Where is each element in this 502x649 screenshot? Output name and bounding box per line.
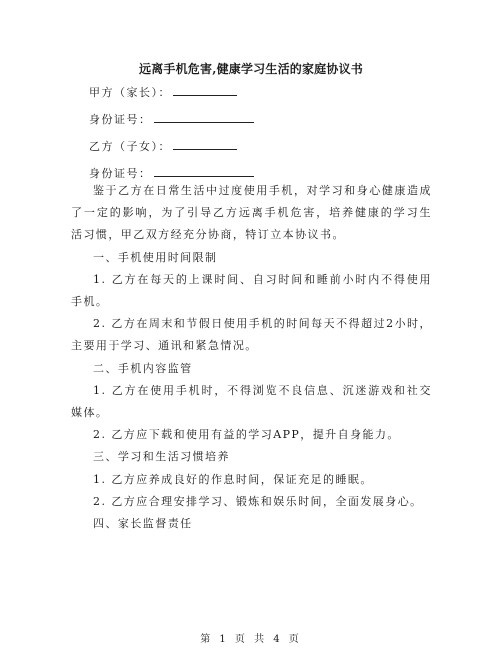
preamble-paragraph: 鉴于乙方在日常生活中过度使用手机，对学习和身心健康造成了一定的影响，为了引导乙方远离手机危害，培养健康的学习生活习惯，甲乙双方经充分协商，特订立本协议书。 (71, 184, 432, 242)
section-heading: 三、学习和生活习惯培养 (93, 450, 230, 464)
party-b-id-blank (154, 165, 254, 177)
section-heading: 二、手机内容监管 (93, 361, 193, 375)
section-heading: 一、手机使用时间限制 (93, 250, 218, 264)
party-b-field (89, 138, 254, 165)
document-title: 远离手机危害,健康学习生活的家庭协议书 (139, 62, 363, 76)
party-a-id-blank (154, 111, 254, 123)
section-heading: 四、家长监督责任 (93, 517, 193, 531)
party-b-blank (173, 138, 237, 150)
party-a-id-field (89, 111, 254, 138)
agreement-body (71, 180, 432, 535)
party-a-field (89, 84, 254, 111)
clause-paragraph: 2. 乙方在周末和节假日使用手机的时间每天不得超过2小时，主要用于学习、通讯和紧急情况。 (71, 317, 432, 353)
page-footer: 第 1 页 共 4 页 (200, 634, 302, 645)
clause-paragraph: 1. 乙方在每天的上课时间、自习时间和睡前小时内不得使用手机。 (71, 272, 432, 309)
party-fields (89, 84, 254, 192)
clause-paragraph: 2. 乙方应下载和使用有益的学习APP，提升自身能力。 (93, 428, 400, 442)
party-b-label: 乙方（子女）： (89, 140, 171, 153)
party-a-blank (173, 84, 237, 96)
clause-paragraph: 2. 乙方应合理安排学习、锻炼和娱乐时间，全面发展身心。 (93, 494, 423, 508)
clause-paragraph: 1. 乙方应养成良好的作息时间，保证充足的睡眠。 (93, 472, 373, 486)
party-a-label: 甲方（家长）： (89, 86, 171, 99)
party-b-id-label: 身份证号： (89, 167, 152, 180)
party-a-id-label: 身份证号： (89, 113, 152, 126)
clause-paragraph: 1. 乙方在使用手机时，不得浏览不良信息、沉迷游戏和社交媒体。 (71, 383, 432, 420)
